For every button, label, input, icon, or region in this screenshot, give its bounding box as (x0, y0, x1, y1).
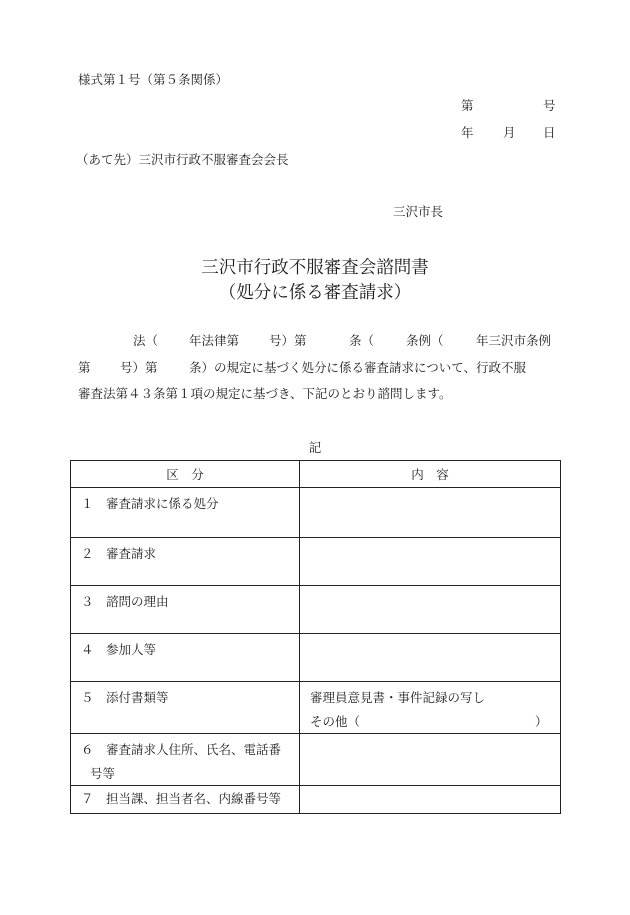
attachment-line-1: 審理員意見書・事件記録の写し (310, 690, 486, 705)
row-content[interactable] (300, 786, 561, 814)
other-close: ） (535, 714, 548, 729)
body-jourei: 条例（ (406, 333, 444, 348)
body-go-dai: 号）第 (269, 333, 307, 348)
row-content[interactable] (300, 634, 561, 682)
date-month-label: 月 (503, 125, 516, 140)
row-number: ５ (81, 690, 94, 705)
row-label-text: 諮問の理由 (106, 594, 169, 609)
table-row (71, 682, 561, 734)
addressee: （あて先）三沢市行政不服審査会会長 (76, 152, 289, 167)
table-header-row (71, 461, 561, 488)
document-subtitle: （処分に係る審査請求） (218, 283, 412, 303)
row-label (71, 586, 300, 634)
table-row (71, 634, 561, 682)
row-content[interactable] (300, 586, 561, 634)
row-content[interactable] (300, 488, 561, 538)
row-label-text: 担当課、担当者名、内線番号等 (106, 791, 282, 806)
body-rest: 条）の規定に基づく処分に係る審査請求について、行政不服 (189, 360, 527, 375)
attachment-line-2 (310, 713, 560, 731)
row-label-text: 審査請求に係る処分 (106, 496, 219, 511)
row-content[interactable] (300, 734, 561, 786)
row-number: １ (81, 496, 94, 511)
row-label (71, 734, 300, 786)
row-label (71, 538, 300, 586)
table-row (71, 786, 561, 814)
row-number: ２ (81, 546, 94, 561)
body-dai: 第 (78, 360, 91, 375)
ki-label: 記 (308, 440, 322, 455)
body-nen-misawa: 年三沢市条例 (476, 333, 552, 348)
body-go-dai-2: 号）第 (120, 360, 158, 375)
body-nen-houritsu: 年法律第 (189, 333, 240, 348)
row-label-text-cont: 号等 (90, 766, 116, 781)
row-number: ６ (81, 742, 94, 757)
row-label (71, 786, 300, 814)
document-number-suffix: 号 (543, 98, 556, 113)
row-label (71, 634, 300, 682)
row-label-text: 添付書類等 (106, 690, 169, 705)
table-row (71, 538, 561, 586)
other-open: その他（ (310, 714, 361, 729)
table-row (71, 734, 561, 786)
date-year-label: 年 (461, 125, 474, 140)
body-hou: 法（ (133, 333, 159, 348)
header-category: 区 分 (71, 461, 300, 488)
row-label (71, 682, 300, 734)
row-number: ３ (81, 594, 94, 609)
document-number-prefix: 第 (461, 98, 474, 113)
date-day-label: 日 (543, 125, 556, 140)
row-number: ４ (81, 642, 94, 657)
form-number: 様式第１号（第５条関係） (78, 72, 229, 87)
row-content[interactable] (300, 682, 561, 734)
body-jou: 条（ (349, 333, 375, 348)
body-line-3: 審査法第４３条第１項の規定に基づき、下記のとおり諮問します。 (78, 386, 452, 401)
row-label-text: 参加人等 (106, 642, 157, 657)
row-label-text: 審査請求 (106, 546, 157, 561)
row-label (71, 488, 300, 538)
table-row (71, 488, 561, 538)
document-title: 三沢市行政不服審査会諮問書 (201, 258, 429, 278)
row-number: ７ (81, 791, 94, 806)
header-content: 内 容 (300, 461, 561, 488)
row-label-text: 審査請求人住所、氏名、電話番 (106, 742, 282, 757)
items-table (70, 460, 561, 814)
table-row (71, 586, 561, 634)
row-content[interactable] (300, 538, 561, 586)
sender: 三沢市長 (393, 204, 444, 219)
